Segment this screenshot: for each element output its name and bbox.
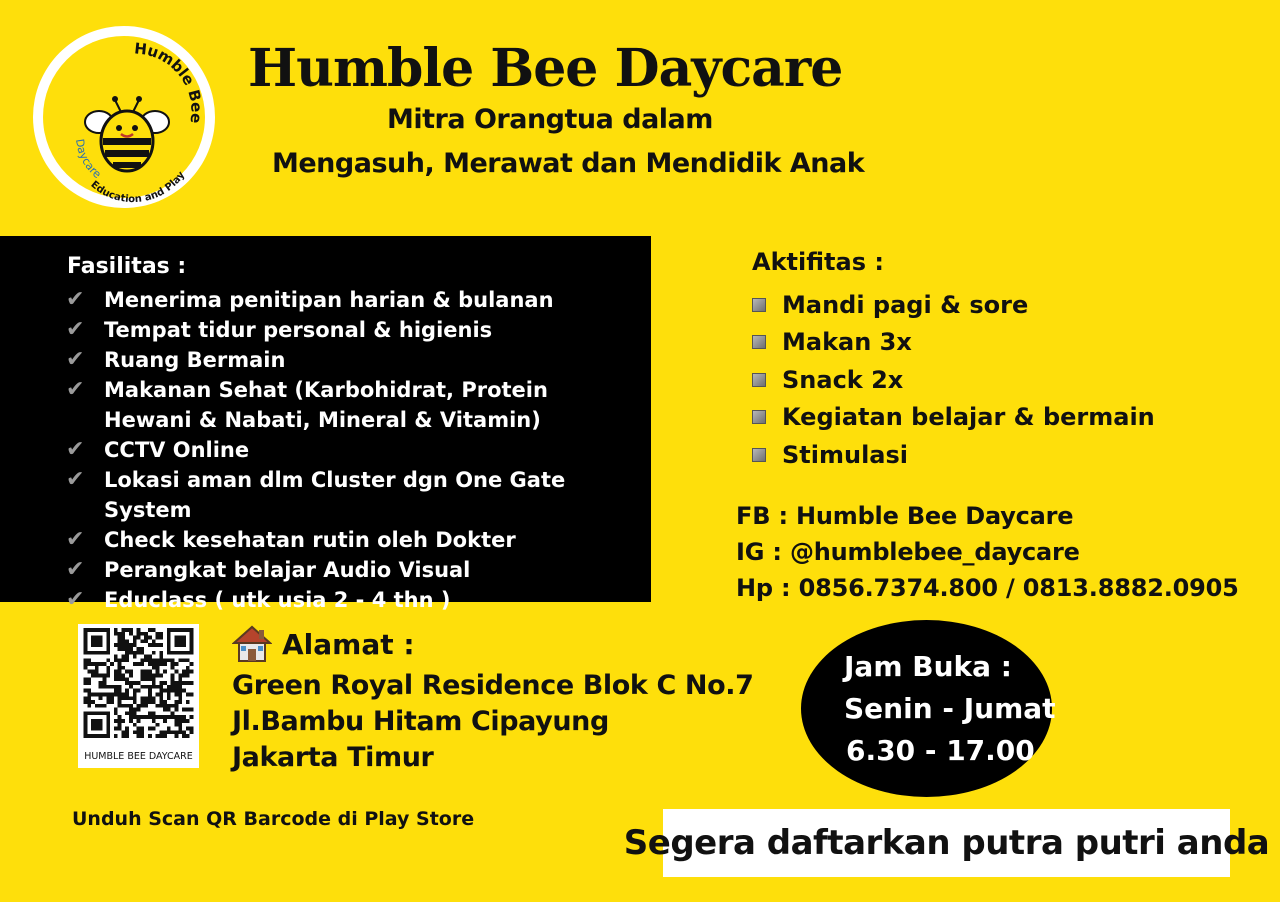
- list-item: [66, 465, 626, 525]
- square-bullet-icon: [752, 373, 766, 387]
- logo-arc-bottom-2: Education and Play: [88, 169, 188, 206]
- square-bullet-icon: [752, 410, 766, 424]
- logo-arc-bottom-1: Daycare: [73, 138, 104, 181]
- address-line-3: Jakarta Timur: [232, 742, 434, 773]
- cta-text: Segera daftarkan putra putri anda: [623, 823, 1270, 863]
- activities-heading: Aktifitas :: [752, 248, 884, 276]
- hours-days: Senin - Jumat: [844, 692, 1056, 725]
- cta-box: [623, 809, 1270, 877]
- list-item: [66, 375, 626, 435]
- list-item: [752, 399, 1155, 437]
- list-item: [66, 525, 626, 555]
- activity-text: Makan 3x: [782, 328, 912, 357]
- house-icon: [232, 624, 272, 664]
- subtitle-line-2: Mengasuh, Merawat dan Mendidik Anak: [272, 148, 865, 179]
- facility-text: Educlass ( utk usia 2 - 4 thn ): [104, 588, 451, 612]
- subtitle-line-1: Mitra Orangtua dalam: [387, 104, 713, 135]
- svg-text:Education and Play: [88, 169, 187, 205]
- list-item: [66, 555, 626, 585]
- contact-ig: IG : @humblebee_daycare: [736, 538, 1080, 566]
- facility-text: Menerima penitipan harian & bulanan: [104, 288, 554, 312]
- facility-text: Lokasi aman dlm Cluster dgn One Gate System: [104, 468, 566, 522]
- logo-arc-top: Humble Bee: [133, 39, 206, 125]
- square-bullet-icon: [752, 298, 766, 312]
- checkmark-icon: ✔: [66, 347, 85, 372]
- facility-text: Tempat tidur personal & higienis: [104, 318, 493, 342]
- checkmark-icon: ✔: [66, 587, 85, 612]
- facility-text: CCTV Online: [104, 438, 250, 462]
- facility-text: Makanan Sehat (Karbohidrat, Protein Hewani & Nabati, Mineral & Vitamin): [104, 378, 548, 432]
- activity-text: Snack 2x: [782, 365, 904, 394]
- facility-text: Check kesehatan rutin oleh Dokter: [104, 528, 516, 552]
- opening-hours-text: [801, 646, 1056, 772]
- list-item: [66, 285, 626, 315]
- facility-text: Ruang Bermain: [104, 348, 286, 372]
- checkmark-icon: ✔: [66, 317, 85, 342]
- contact-phone: Hp : 0856.7374.800 / 0813.8882.0905: [736, 574, 1239, 602]
- checkmark-icon: ✔: [66, 437, 85, 462]
- svg-text:Daycare: [73, 138, 104, 181]
- list-item: [752, 286, 1155, 324]
- qr-code-icon: [82, 628, 195, 738]
- activity-text: Mandi pagi & sore: [782, 290, 1029, 319]
- list-item: [752, 361, 1155, 399]
- hours-time: 6.30 - 17.00: [846, 734, 1035, 767]
- list-item: [752, 324, 1155, 362]
- facilities-list: [66, 285, 626, 615]
- contact-block: [736, 498, 1239, 606]
- checkmark-icon: ✔: [66, 287, 85, 312]
- contact-fb: FB : Humble Bee Daycare: [736, 502, 1074, 530]
- list-item: [66, 315, 626, 345]
- page-title: Humble Bee Daycare: [248, 38, 843, 99]
- address-lines: [232, 668, 754, 776]
- checkmark-icon: ✔: [66, 557, 85, 582]
- list-item: [66, 435, 626, 465]
- facility-text: Perangkat belajar Audio Visual: [104, 558, 471, 582]
- qr-label: HUMBLE BEE DAYCARE: [84, 751, 193, 762]
- address-heading-text: Alamat :: [282, 627, 415, 661]
- address-heading: [232, 624, 415, 664]
- list-item: [752, 436, 1155, 474]
- activities-list: [752, 286, 1155, 474]
- checkmark-icon: ✔: [66, 467, 85, 492]
- svg-text:Humble Bee: [133, 39, 205, 124]
- activity-text: Kegiatan belajar & bermain: [782, 403, 1155, 432]
- hours-heading: Jam Buka :: [844, 650, 1012, 683]
- logo: [33, 26, 215, 208]
- address-line-1: Green Royal Residence Blok C No.7: [232, 670, 754, 701]
- checkmark-icon: ✔: [66, 527, 85, 552]
- facilities-heading: Fasilitas :: [67, 254, 187, 279]
- qr-code: [78, 624, 199, 768]
- list-item: [66, 585, 626, 615]
- list-item: [66, 345, 626, 375]
- square-bullet-icon: [752, 448, 766, 462]
- checkmark-icon: ✔: [66, 377, 85, 402]
- scan-note: Unduh Scan QR Barcode di Play Store: [72, 808, 475, 830]
- square-bullet-icon: [752, 335, 766, 349]
- activity-text: Stimulasi: [782, 440, 909, 469]
- bee-icon: [33, 26, 215, 208]
- address-line-2: Jl.Bambu Hitam Cipayung: [232, 706, 609, 737]
